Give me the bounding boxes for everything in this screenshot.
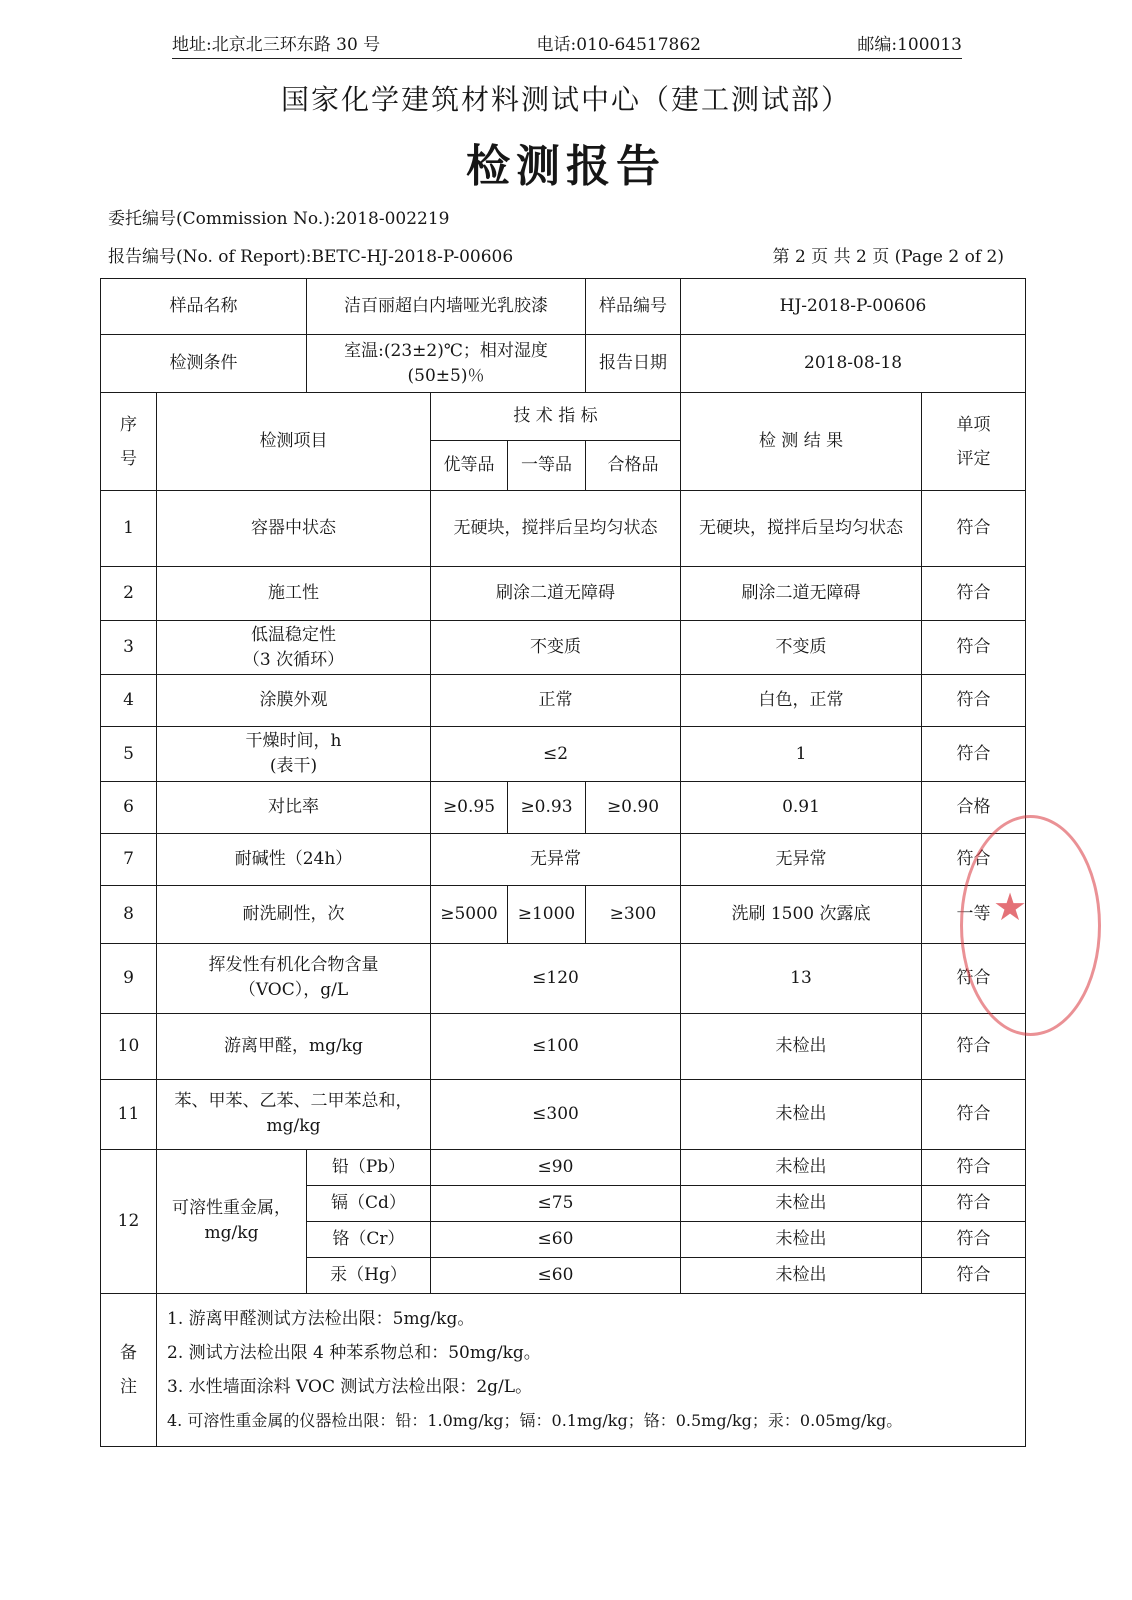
row-result: 白色，正常	[681, 675, 922, 727]
row-eval: 合格	[922, 781, 1026, 833]
row-item	[157, 727, 431, 781]
row-spec: ≤2	[431, 727, 681, 781]
row-spec-qualified: ≥0.90	[586, 781, 681, 833]
report-date-label: 报告日期	[586, 335, 681, 393]
row-eval: 符合	[922, 727, 1026, 781]
row-no: 7	[101, 833, 157, 885]
row-item-line: （VOC），g/L	[238, 980, 349, 1001]
commission-no: 委托编号(Commission No.):2018-002219	[108, 209, 450, 229]
sample-no-label: 样品编号	[586, 279, 681, 335]
notes-label-a: 备	[120, 1342, 137, 1363]
row-eval: 符合	[922, 943, 1026, 1013]
row-spec: ≤75	[431, 1185, 681, 1221]
row-result: 未检出	[681, 1185, 922, 1221]
conditions-label: 检测条件	[101, 335, 307, 393]
row-eval: 符合	[922, 621, 1026, 675]
row-spec-first: ≥1000	[508, 885, 586, 943]
row-item: 对比率	[157, 781, 431, 833]
row-spec: ≤60	[431, 1221, 681, 1257]
col-no-header-a: 序	[120, 414, 137, 435]
phone: 电话:010-64517862	[536, 35, 701, 55]
row-item-line: 苯、甲苯、乙苯、二甲苯总和，	[174, 1091, 413, 1112]
row-no: 9	[101, 943, 157, 1013]
row-spec-qualified: ≥300	[586, 885, 681, 943]
row-spec: 无硬块，搅拌后呈均匀状态	[431, 491, 681, 567]
note-line: 2. 测试方法检出限 4 种苯系物总和：50mg/kg。	[167, 1342, 541, 1363]
table-row	[101, 885, 1026, 943]
notes-label-b: 注	[120, 1376, 137, 1397]
table-row	[101, 1013, 1026, 1079]
row-item	[157, 943, 431, 1013]
row-eval: 符合	[922, 1221, 1026, 1257]
row-no: 5	[101, 727, 157, 781]
row-result: 刷涂二道无障碍	[681, 567, 922, 621]
row-result: 未检出	[681, 1221, 922, 1257]
conditions-row	[101, 335, 1026, 393]
row-spec-first: ≥0.93	[508, 781, 586, 833]
row-spec-superior: ≥0.95	[431, 781, 508, 833]
row-eval: 符合	[922, 1079, 1026, 1149]
row-result: 洗刷 1500 次露底	[681, 885, 922, 943]
page-indicator: 第 2 页 共 2 页 (Page 2 of 2)	[772, 247, 1004, 267]
row-item-line: (表干)	[269, 755, 318, 776]
row-result: 0.91	[681, 781, 922, 833]
report-no: 报告编号(No. of Report):BETC-HJ-2018-P-00606	[108, 247, 514, 267]
conditions: 室温:(23±2)℃；相对湿度(50±5)％	[307, 335, 586, 393]
note-line: 1. 游离甲醛测试方法检出限：5mg/kg。	[167, 1308, 475, 1329]
col-no-header	[101, 393, 157, 491]
header-row-1	[101, 393, 1026, 441]
row-result: 未检出	[681, 1257, 922, 1293]
row-item: 游离甲醛，mg/kg	[157, 1013, 431, 1079]
row-item: 耐碱性（24h）	[157, 833, 431, 885]
row-eval: 符合	[922, 1185, 1026, 1221]
row-result: 不变质	[681, 621, 922, 675]
row-spec: ≤120	[431, 943, 681, 1013]
row-item: 涂膜外观	[157, 675, 431, 727]
table-row	[101, 1149, 1026, 1185]
row-item-line: 低温稳定性	[251, 625, 336, 645]
row-result: 无异常	[681, 833, 922, 885]
metal-name: 铅（Pb）	[307, 1149, 431, 1185]
row-eval: 一等	[922, 885, 1026, 943]
table-row	[101, 621, 1026, 675]
col-spec-header: 技 术 指 标	[431, 393, 681, 441]
sample-no: HJ-2018-P-00606	[681, 279, 1026, 335]
row-eval: 符合	[922, 833, 1026, 885]
row-eval: 符合	[922, 491, 1026, 567]
sample-name-label: 样品名称	[101, 279, 307, 335]
note-line: 3. 水性墙面涂料 VOC 测试方法检出限：2g/L。	[167, 1376, 533, 1397]
row-no: 11	[101, 1079, 157, 1149]
report-title: 检测报告	[466, 141, 666, 192]
row-item	[157, 621, 431, 675]
table-row	[101, 781, 1026, 833]
row-spec: 正常	[431, 675, 681, 727]
col-no-header-b: 号	[120, 448, 137, 469]
row-eval: 符合	[922, 1013, 1026, 1079]
grade-first: 一等品	[508, 441, 586, 491]
row-no: 3	[101, 621, 157, 675]
row-eval: 符合	[922, 1149, 1026, 1185]
org-title: 国家化学建筑材料测试中心（建工测试部）	[280, 83, 851, 116]
table-row	[101, 491, 1026, 567]
notes-label	[101, 1293, 157, 1446]
row-eval: 符合	[922, 1257, 1026, 1293]
row-item: 耐洗刷性，次	[157, 885, 431, 943]
row-no: 10	[101, 1013, 157, 1079]
row-item	[157, 1149, 307, 1293]
official-seal-stamp	[960, 815, 1101, 1036]
row-result: 未检出	[681, 1079, 922, 1149]
row-eval: 符合	[922, 567, 1026, 621]
row-item-line: mg/kg	[266, 1116, 321, 1137]
row-no: 1	[101, 491, 157, 567]
address: 地址:北京北三环东路 30 号	[172, 35, 381, 55]
row-item-line: 干燥时间，h	[245, 731, 342, 752]
test-results-table	[100, 278, 1026, 1447]
row-no: 2	[101, 567, 157, 621]
row-item-line: mg/kg	[204, 1223, 259, 1244]
col-eval-header-a: 单项	[956, 414, 991, 435]
row-spec-superior: ≥5000	[431, 885, 508, 943]
row-result: 1	[681, 727, 922, 781]
table-row	[101, 567, 1026, 621]
col-eval-header-b: 评定	[956, 448, 991, 469]
col-result-header: 检 测 结 果	[681, 393, 922, 491]
notes-content	[157, 1293, 1026, 1446]
metal-name: 汞（Hg）	[307, 1257, 431, 1293]
contact-line	[172, 30, 962, 59]
row-item	[157, 1079, 431, 1149]
row-item: 容器中状态	[157, 491, 431, 567]
row-spec: 刷涂二道无障碍	[431, 567, 681, 621]
table-row	[101, 943, 1026, 1013]
row-spec: ≤60	[431, 1257, 681, 1293]
row-no: 4	[101, 675, 157, 727]
table-row	[101, 727, 1026, 781]
row-item-line: 挥发性有机化合物含量	[208, 955, 379, 976]
row-no: 8	[101, 885, 157, 943]
row-spec: ≤90	[431, 1149, 681, 1185]
metal-name: 铬（Cr）	[307, 1221, 431, 1257]
sample-name-row	[101, 279, 1026, 335]
report-date: 2018-08-18	[681, 335, 1026, 393]
row-item: 施工性	[157, 567, 431, 621]
row-spec: ≤100	[431, 1013, 681, 1079]
postcode: 邮编:100013	[857, 35, 962, 55]
row-result: 13	[681, 943, 922, 1013]
row-item-line: 可溶性重金属，	[172, 1198, 291, 1219]
row-no: 12	[101, 1149, 157, 1293]
row-spec: ≤300	[431, 1079, 681, 1149]
row-no: 6	[101, 781, 157, 833]
table-row	[101, 675, 1026, 727]
seal-star-icon: ★	[993, 885, 1028, 929]
metal-name: 镉（Cd）	[307, 1185, 431, 1221]
grade-superior: 优等品	[431, 441, 508, 491]
row-spec: 无异常	[431, 833, 681, 885]
sample-name: 洁百丽超白内墙哑光乳胶漆	[307, 279, 586, 335]
row-spec: 不变质	[431, 621, 681, 675]
grade-qualified: 合格品	[586, 441, 681, 491]
row-item-line: （3 次循环）	[242, 649, 345, 670]
col-item-header: 检测项目	[157, 393, 431, 491]
table-row	[101, 1079, 1026, 1149]
table-row	[101, 833, 1026, 885]
row-result: 无硬块，搅拌后呈均匀状态	[681, 491, 922, 567]
row-result: 未检出	[681, 1149, 922, 1185]
col-eval-header	[922, 393, 1026, 491]
notes-row	[101, 1293, 1026, 1446]
row-eval: 符合	[922, 675, 1026, 727]
row-result: 未检出	[681, 1013, 922, 1079]
note-line: 4. 可溶性重金属的仪器检出限：铅：1.0mg/kg；镉：0.1mg/kg；铬：0.5mg/kg；汞：0.05mg/kg。	[167, 1410, 903, 1430]
